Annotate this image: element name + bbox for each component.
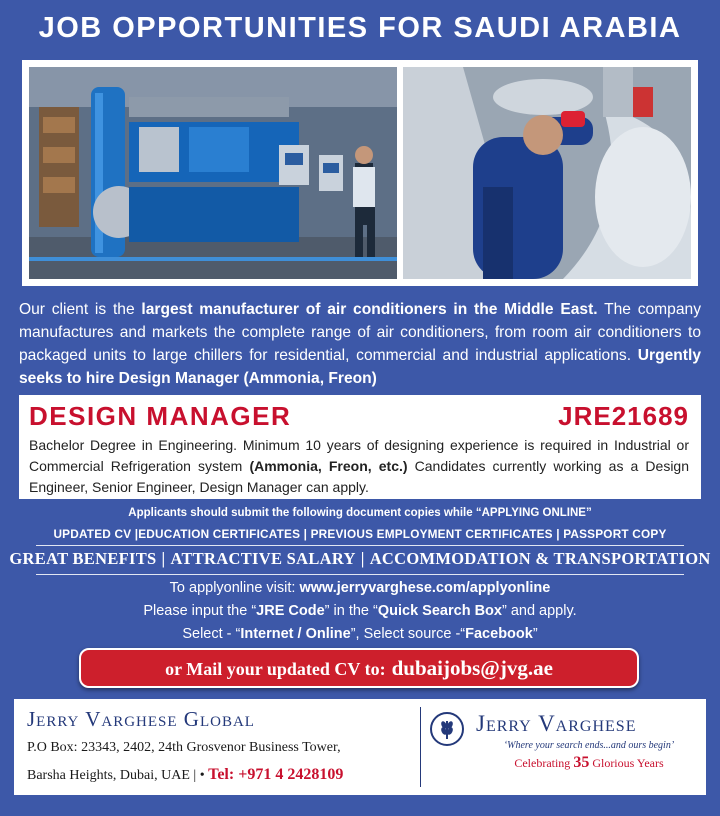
- mail-cv-button[interactable]: or Mail your updated CV to: dubaijobs@jvg.ae: [79, 648, 639, 688]
- source-instruction: Select - “Internet / Online”, Select source -“Facebook”: [182, 626, 538, 642]
- jre-code-instruction: Please input the “JRE Code” in the “Quick Search Box” and apply.: [143, 603, 577, 619]
- page-title: JOB OPPORTUNITIES FOR SAUDI ARABIA: [38, 12, 682, 44]
- phone-number[interactable]: Tel: +971 4 2428109: [208, 766, 344, 783]
- job-title: DESIGN MANAGER: [29, 401, 292, 431]
- company-contact: [27, 707, 427, 784]
- benefits-line: GREAT BENEFITS | ATTRACTIVE SALARY | ACCOMMODATION & TRANSPORTATION: [9, 549, 711, 568]
- wheat-emblem-icon: [429, 711, 465, 747]
- engineer-pipes-photo: [403, 67, 691, 279]
- apply-url-link[interactable]: www.jerryvarghese.com/applyonline: [299, 580, 551, 596]
- documents-note: Applicants should submit the following document copies while “APPLYING ONLINE”: [128, 507, 592, 519]
- address-line-1: P.O Box: 23343, 2402, 24th Grosvenor Business Tower,: [27, 740, 341, 755]
- email-link[interactable]: dubaijobs@jvg.ae: [391, 656, 553, 680]
- photo-banner: [22, 60, 698, 286]
- documents-list: UPDATED CV |EDUCATION CERTIFICATES | PREVIOUS EMPLOYMENT CERTIFICATES | PASSPORT COPY: [53, 527, 667, 541]
- divider: [36, 574, 684, 575]
- address-line-2: Barsha Heights, Dubai, UAE | • Tel: +971 4 2428109: [27, 766, 344, 783]
- intro-paragraph: Our client is the largest manufacturer of air conditioners in the Middle East. The company manufactures and markets the complete range of air conditioners, from room air conditioners to packaged units to large chillers for residential, commercial and industrial applications. Urgently seeks to hire Design Manager (Ammonia, Freon): [19, 301, 701, 387]
- divider: [36, 545, 684, 546]
- company-name: Jerry Varghese Global: [27, 707, 255, 731]
- footer-divider: [420, 707, 421, 787]
- footer: [14, 699, 706, 795]
- engineer-inspecting-pipes-icon: [403, 67, 691, 279]
- brand-tagline: ‘Where your search ends...and ours begin’: [503, 740, 675, 751]
- chiller-plant-photo: [29, 67, 397, 279]
- industrial-chiller-plant-icon: [29, 67, 397, 279]
- job-card: [19, 395, 701, 499]
- job-description: Bachelor Degree in Engineering. Minimum 10 years of designing experience is required in Industrial or Commercial Refrigeration system (Ammonia, Freon, etc.) Candidates currently working as a Design Engineer, Senior Engineer, Design Manager can apply.: [29, 437, 689, 495]
- job-code: JRE21689: [558, 401, 689, 431]
- brand-logo-text: Jerry Varghese: [476, 711, 637, 736]
- apply-online-line: To applyonline visit: www.jerryvarghese.com/applyonline: [169, 580, 551, 596]
- anniversary-text: Celebrating 35 Glorious Years: [514, 754, 664, 771]
